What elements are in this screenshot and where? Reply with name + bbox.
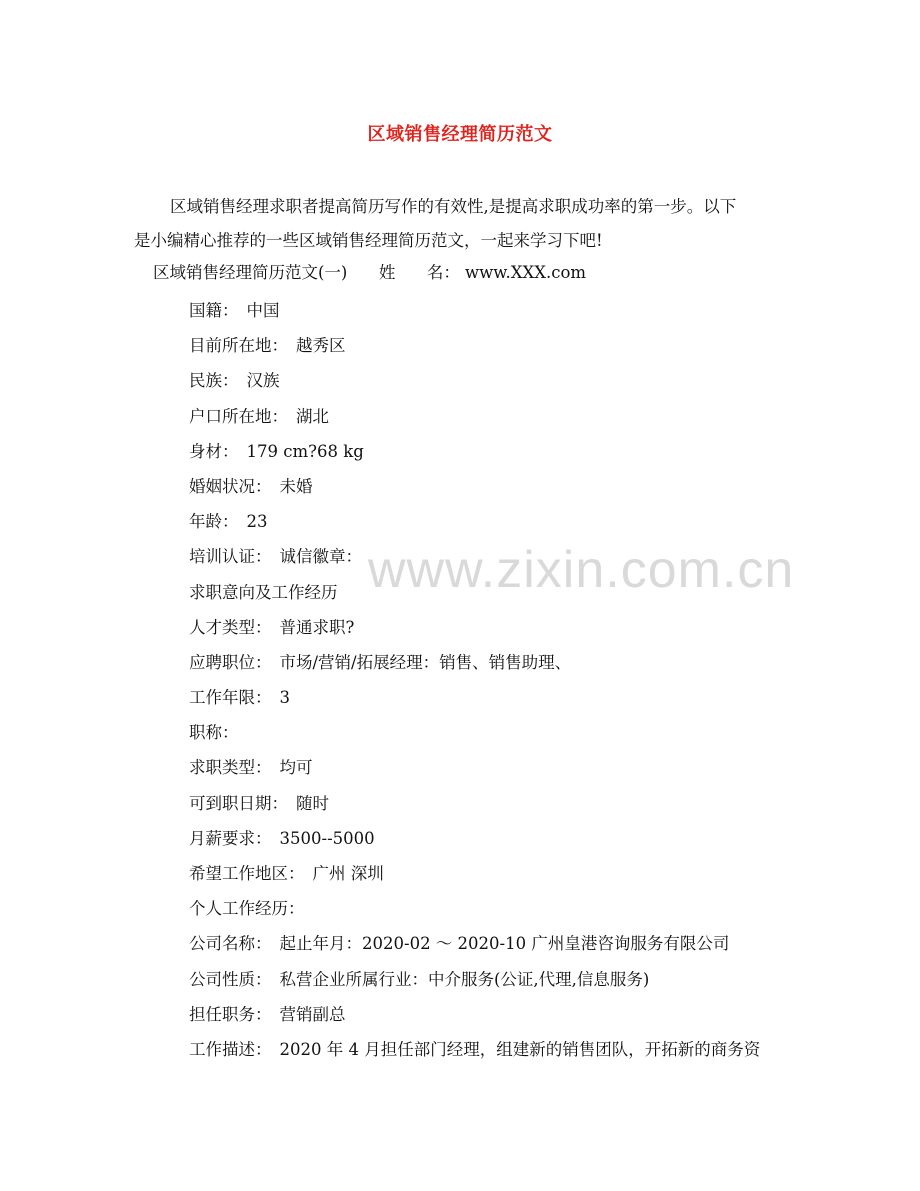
field-value: 2020 年 4 月担任部门经理，组建新的销售团队，开拓新的商务资 — [279, 1039, 761, 1059]
document-title: 区域销售经理简历范文 — [367, 124, 553, 145]
field-company-type — [189, 962, 809, 997]
field-label: 民族： — [189, 371, 239, 391]
field-value: 越秀区 — [296, 336, 346, 356]
field-value: 湖北 — [296, 406, 329, 426]
field-value: 私营企业所属行业：中介服务(公证,代理,信息服务) — [279, 969, 650, 989]
field-label: 工作描述： — [189, 1039, 272, 1059]
field-work-region — [189, 856, 809, 891]
field-label: 身材： — [189, 441, 239, 461]
section-heading: 求职意向及工作经历 — [189, 582, 338, 602]
field-label: 希望工作地区： — [189, 864, 305, 883]
field-salary — [189, 821, 809, 856]
field-value: 汉族 — [246, 371, 280, 391]
field-value: 广州 深圳 — [312, 864, 384, 883]
field-marital-status — [189, 469, 809, 504]
field-label: 户口所在地： — [189, 406, 288, 426]
field-label: 求职类型： — [189, 758, 272, 778]
field-ethnicity — [189, 363, 809, 398]
field-label: 担任职务： — [189, 1004, 272, 1024]
field-title — [189, 715, 809, 750]
watermark: www.zixin.com.cn — [368, 541, 795, 599]
intro-paragraph — [134, 190, 794, 258]
field-label: 可到职日期： — [189, 793, 288, 813]
field-label: 婚姻状况： — [189, 476, 272, 496]
field-value: 随时 — [296, 793, 329, 813]
field-value: 3500--5000 — [279, 828, 375, 848]
field-label: 公司名称： — [189, 934, 272, 954]
intro-line-2: 是小编精心推荐的一些区域销售经理简历范文，一起来学习下吧! — [134, 231, 603, 250]
field-value: 23 — [246, 512, 268, 532]
resume-fields — [189, 293, 809, 1067]
field-value: 起止年月：2020-02 ～ 2020-10 广州皇港咨询服务有限公司 — [279, 934, 730, 954]
field-label: 月薪要求： — [189, 828, 272, 848]
field-position — [189, 645, 809, 680]
field-value: 诚信徽章： — [279, 547, 362, 567]
field-value: 营销副总 — [279, 1004, 346, 1024]
field-role — [189, 997, 809, 1032]
field-age — [189, 504, 809, 539]
field-physique — [189, 434, 809, 469]
field-nationality — [189, 293, 809, 328]
field-hukou — [189, 399, 809, 434]
sample-heading: 区域销售经理简历范文(一) 姓 名： www.XXX.com — [153, 263, 587, 282]
field-value: 均可 — [279, 758, 313, 778]
field-work-description — [189, 1032, 809, 1067]
field-label: 职称： — [189, 723, 239, 743]
field-label: 人才类型： — [189, 617, 272, 637]
field-current-location — [189, 328, 809, 363]
field-talent-type — [189, 610, 809, 645]
section-heading: 个人工作经历： — [189, 899, 305, 919]
intro-line-1: 区域销售经理求职者提高简历写作的有效性,是提高求职成功率的第一步。以下 — [170, 197, 737, 216]
section-job-intent — [189, 575, 809, 610]
field-label: 目前所在地： — [189, 336, 288, 356]
field-label: 公司性质： — [189, 969, 272, 989]
field-value: 未婚 — [279, 476, 313, 496]
field-certification — [189, 539, 809, 574]
field-value: 市场/营销/拓展经理：销售、销售助理、 — [279, 652, 572, 672]
field-work-years — [189, 680, 809, 715]
field-value: 3 — [279, 688, 290, 708]
field-value: 中国 — [246, 301, 280, 320]
field-label: 年龄： — [189, 512, 239, 532]
field-label: 培训认证： — [189, 547, 272, 567]
field-start-date — [189, 786, 809, 821]
field-value: 179 cm?68 kg — [246, 441, 364, 461]
field-job-type — [189, 750, 809, 785]
field-label: 国籍： — [189, 301, 239, 320]
field-label: 应聘职位： — [189, 652, 272, 672]
field-value: 普通求职? — [279, 617, 355, 637]
section-work-experience — [189, 891, 809, 926]
field-company-name — [189, 926, 809, 961]
field-label: 工作年限： — [189, 688, 272, 708]
